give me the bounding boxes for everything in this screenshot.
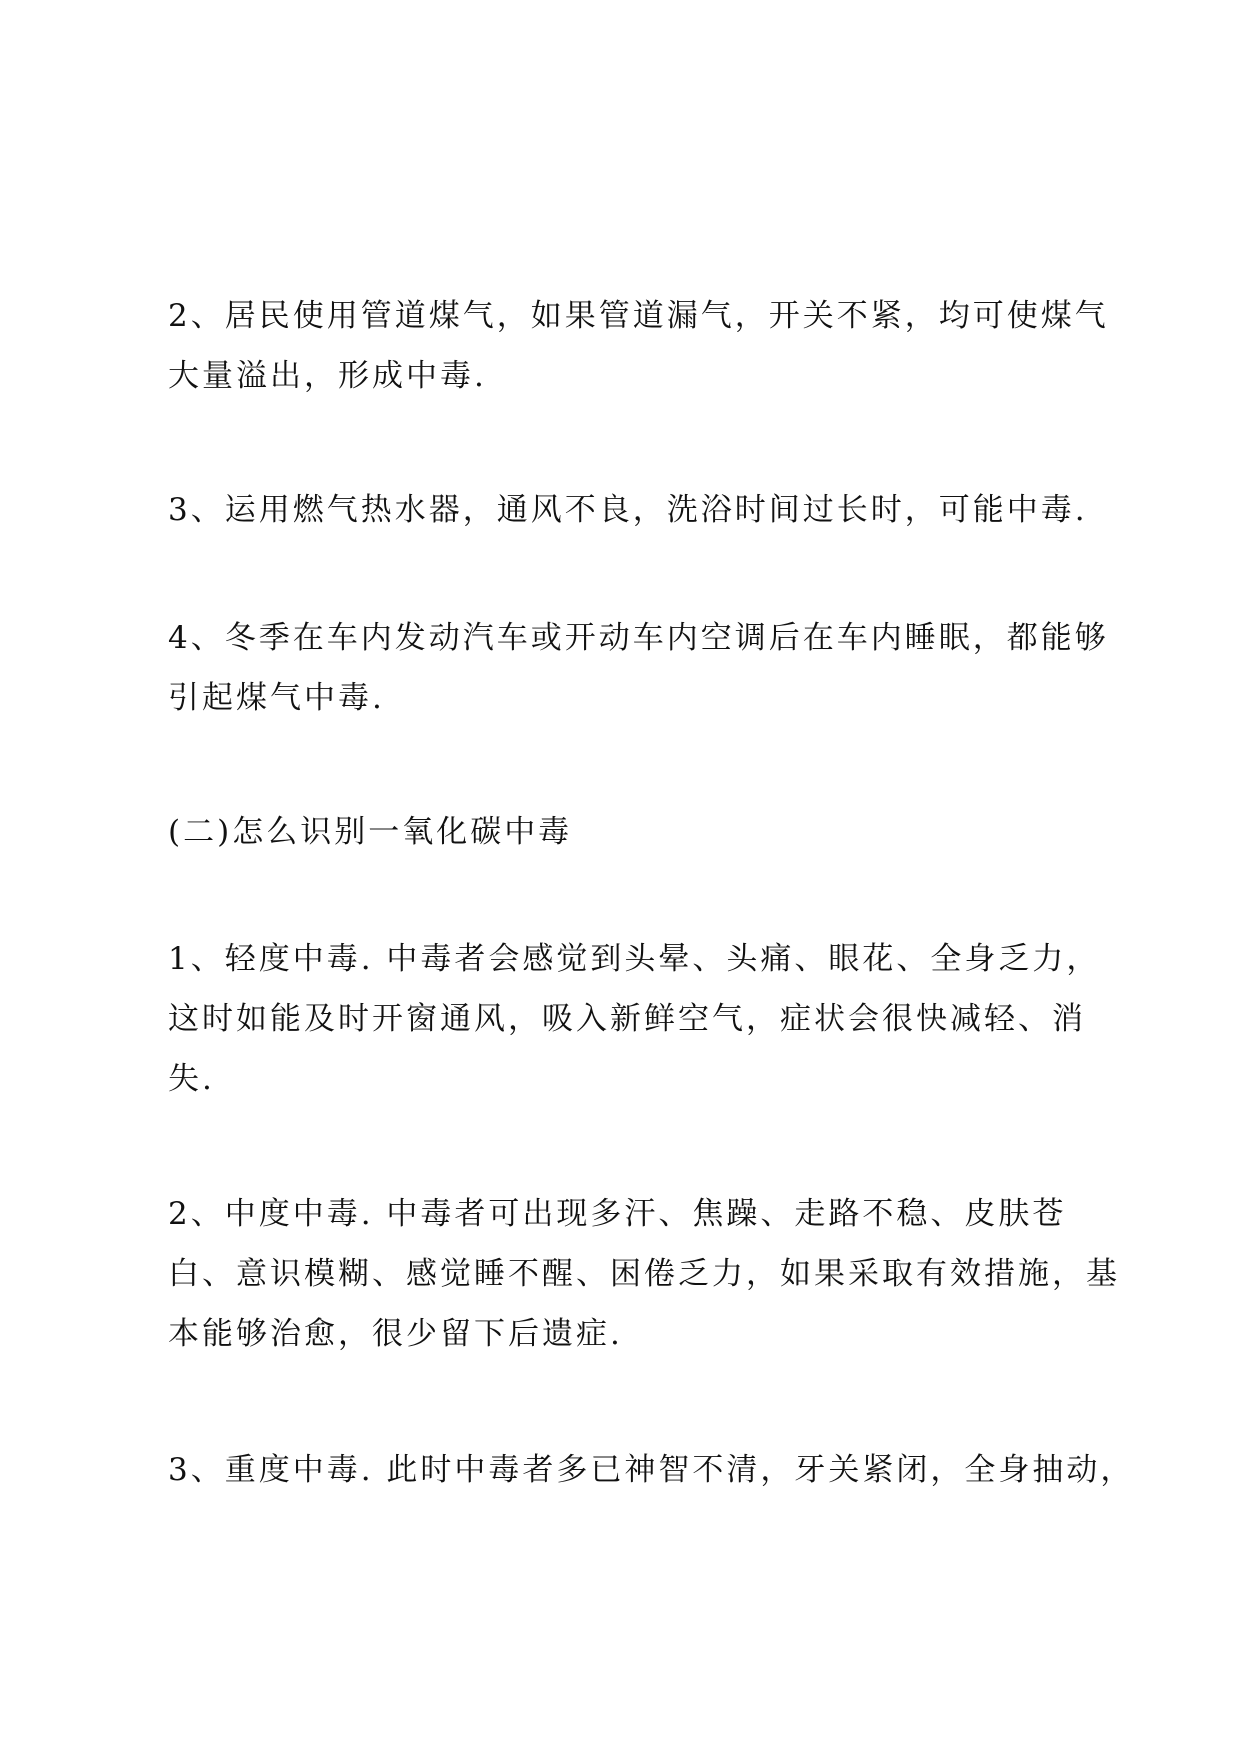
- text-line: 1、轻度中毒. 中毒者会感觉到头晕、头痛、眼花、全身乏力，: [168, 941, 1101, 977]
- section-heading-identify-poisoning: [168, 802, 1098, 862]
- text-line: 这时如能及时开窗通风，吸入新鲜空气，症状会很快减轻、消: [168, 1001, 1086, 1037]
- text-line: 白、意识模糊、感觉睡不醒、困倦乏力，如果采取有效措施，基: [168, 1256, 1120, 1292]
- text-line: 引起煤气中毒.: [168, 680, 385, 716]
- text-line: 2、居民使用管道煤气，如果管道漏气，开关不紧，均可使煤气: [168, 298, 1109, 334]
- paragraph-car-winter: [168, 608, 1109, 728]
- paragraph-pipeline-gas: [168, 286, 1109, 406]
- section-heading: (二)怎么识别一氧化碳中毒: [168, 814, 573, 850]
- text-line: 失.: [168, 1061, 215, 1097]
- paragraph-water-heater: [168, 480, 1098, 540]
- text-line: 3、运用燃气热水器，通风不良，洗浴时间过长时，可能中毒.: [168, 492, 1088, 528]
- paragraph-moderate-poisoning: [168, 1184, 1120, 1364]
- text-line: 4、冬季在车内发动汽车或开动车内空调后在车内睡眠，都能够: [168, 620, 1109, 656]
- text-line: 大量溢出，形成中毒.: [168, 358, 487, 394]
- text-line: 3、重度中毒. 此时中毒者多已神智不清，牙关紧闭，全身抽动，: [168, 1452, 1135, 1488]
- paragraph-severe-poisoning: [168, 1440, 1135, 1500]
- paragraph-mild-poisoning: [168, 929, 1101, 1109]
- text-line: 本能够治愈，很少留下后遗症.: [168, 1316, 623, 1352]
- text-line: 2、中度中毒. 中毒者可出现多汗、焦躁、走路不稳、皮肤苍: [168, 1196, 1067, 1232]
